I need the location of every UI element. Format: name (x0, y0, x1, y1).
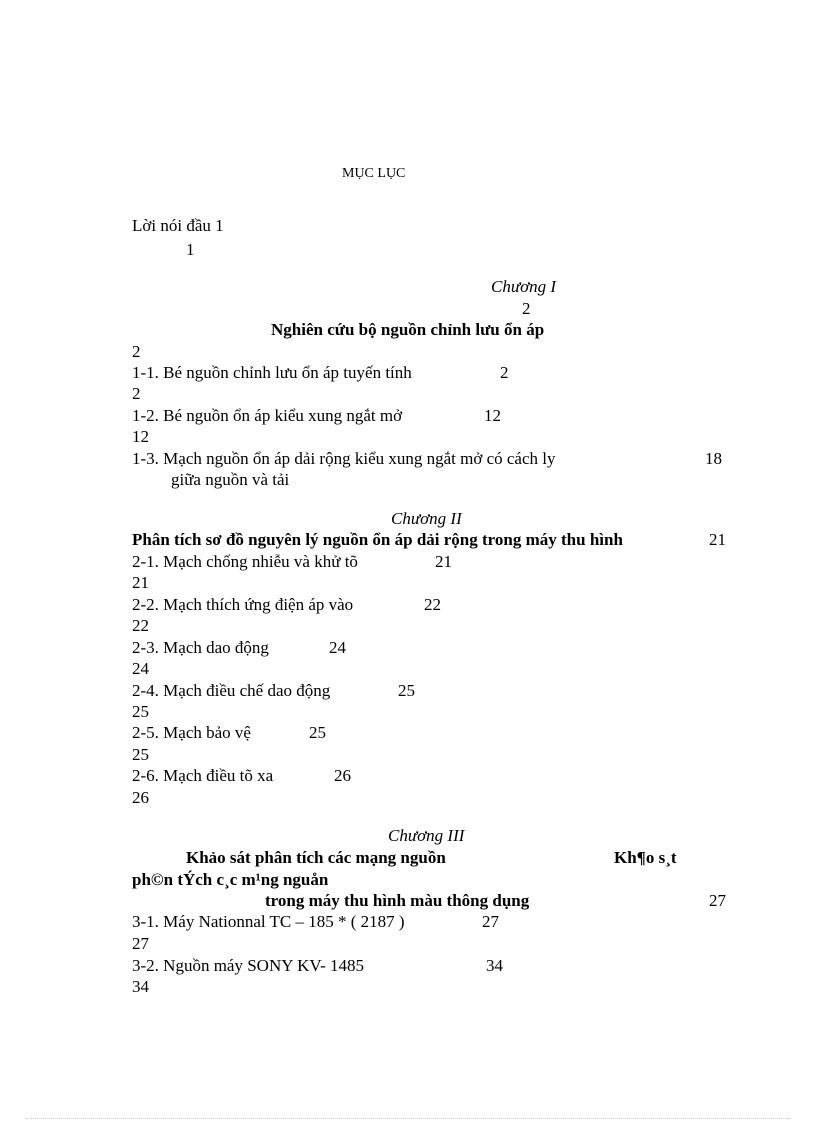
toc-entry-3-2-page: 34 (486, 956, 503, 975)
preface-entry: Lời nói đầu 1 (132, 216, 224, 235)
toc-entry-1-1-page: 2 (500, 363, 509, 382)
chapter3-title-line1: Khảo sát phân tích các mạng nguồn (186, 848, 446, 867)
toc-entry-2-4-page: 25 (398, 681, 415, 700)
chapter3-garbled-line2: ph©n tÝch c¸c m¹ng nguån (132, 870, 329, 889)
toc-entry-2-1-page2: 21 (132, 573, 149, 592)
toc-entry-2-6-page2: 26 (132, 788, 149, 807)
toc-entry-2-2-page2: 22 (132, 616, 149, 635)
chapter3-garbled-right: Kh¶o s¸t (614, 848, 677, 867)
chapter2-title-page: 21 (709, 530, 726, 549)
toc-entry-2-1: 2-1. Mạch chống nhiễu và khử tõ (132, 552, 358, 571)
preface-page: 1 (186, 240, 195, 259)
toc-entry-1-3: 1-3. Mạch nguồn ổn áp dải rộng kiểu xung ngắt mở có cách ly (132, 449, 556, 468)
chapter1-heading: Chương I (491, 277, 557, 296)
toc-entry-2-5-page2: 25 (132, 745, 149, 764)
toc-entry-2-3-page: 24 (329, 638, 346, 657)
toc-entry-2-6-page: 26 (334, 766, 351, 785)
toc-entry-2-3: 2-3. Mạch dao động (132, 638, 269, 657)
toc-entry-2-4-page2: 25 (132, 702, 149, 721)
toc-entry-1-1-page2: 2 (132, 384, 141, 403)
toc-entry-2-1-page: 21 (435, 552, 452, 571)
toc-entry-3-1-page: 27 (482, 912, 499, 931)
toc-entry-1-2: 1-2. Bé nguồn ổn áp kiểu xung ngắt mở (132, 406, 403, 425)
toc-entry-3-2: 3-2. Nguồn máy SONY KV- 1485 (132, 956, 365, 975)
chapter3-title-page: 27 (709, 891, 726, 910)
chapter1-title: Nghiên cứu bộ nguồn chỉnh lưu ổn áp (271, 320, 545, 339)
toc-entry-3-1-page2: 27 (132, 934, 149, 953)
chapter3-title-line2: trong máy thu hình màu thông dụng (265, 891, 530, 910)
toc-entry-1-1: 1-1. Bé nguồn chỉnh lưu ổn áp tuyến tính (132, 363, 412, 382)
chapter2-heading: Chương II (391, 509, 462, 528)
toc-title: MỤC LỤC (342, 166, 406, 181)
toc-entry-2-2: 2-2. Mạch thích ứng điện áp vào (132, 595, 354, 614)
page-bottom-rule (26, 1118, 790, 1119)
toc-entry-2-5-page: 25 (309, 723, 326, 742)
toc-entry-2-3-page2: 24 (132, 659, 149, 678)
toc-entry-3-1: 3-1. Máy Nationnal TC – 185 * ( 2187 ) (132, 912, 405, 931)
toc-entry-2-2-page: 22 (424, 595, 441, 614)
toc-entry-2-6: 2-6. Mạch điều tõ xa (132, 766, 274, 785)
chapter1-title-page: 2 (132, 342, 141, 361)
toc-entry-2-5: 2-5. Mạch bảo vệ (132, 723, 251, 742)
toc-entry-1-2-page2: 12 (132, 427, 149, 446)
toc-entry-1-3-cont: giữa nguồn và tải (171, 470, 290, 489)
toc-entry-1-2-page: 12 (484, 406, 501, 425)
toc-entry-3-2-page2: 34 (132, 977, 149, 996)
chapter2-title: Phân tích sơ đồ nguyên lý nguồn ổn áp dải rộng trong máy thu hình (132, 530, 623, 549)
chapter1-heading-page: 2 (522, 299, 531, 318)
toc-entry-1-3-page: 18 (705, 449, 722, 468)
chapter3-heading: Chương III (388, 826, 465, 845)
toc-entry-2-4: 2-4. Mạch điều chế dao động (132, 681, 331, 700)
